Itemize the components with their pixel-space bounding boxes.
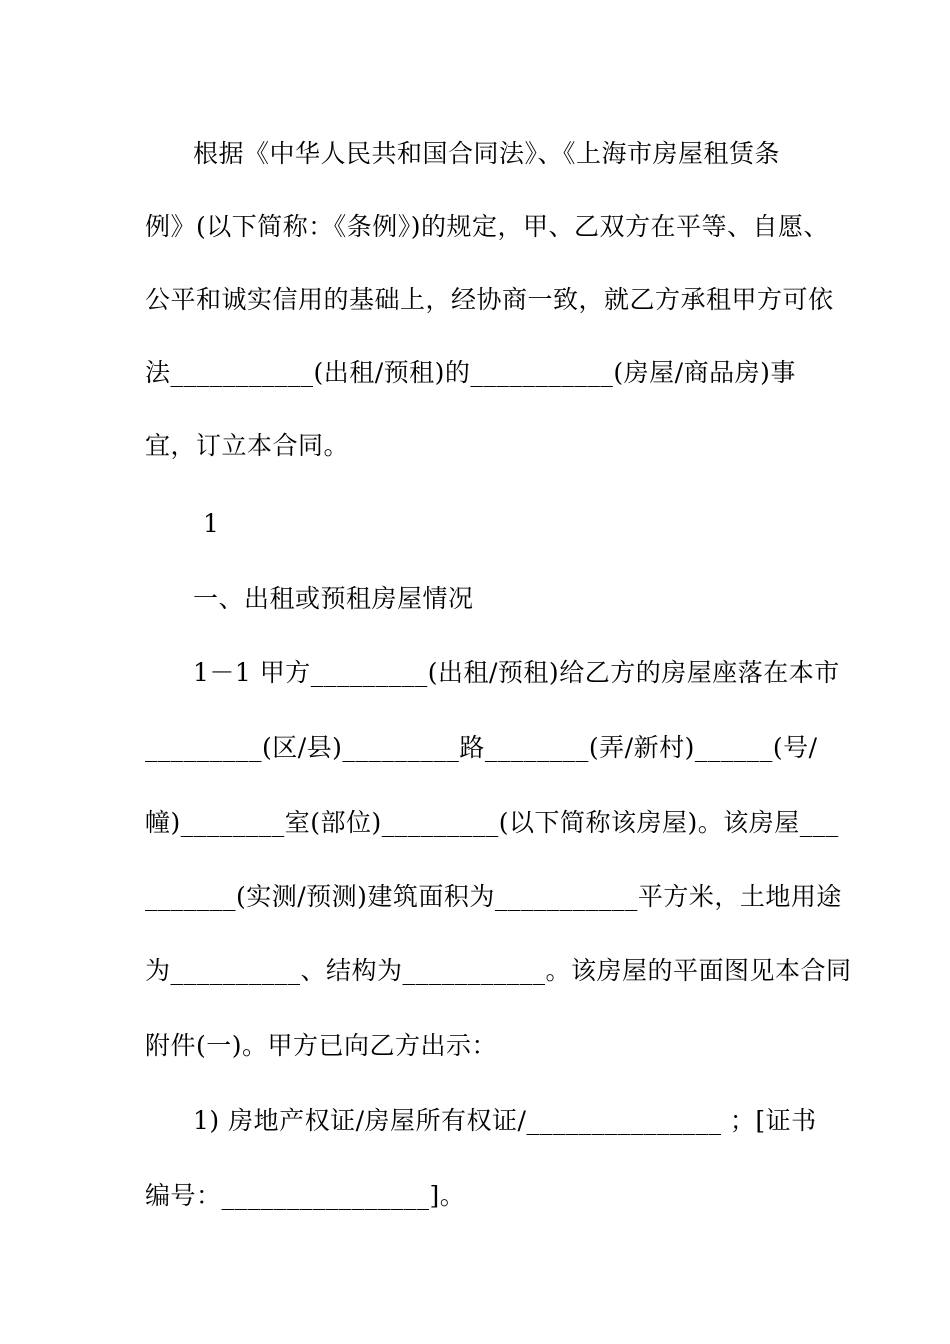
list-item: 1) 房地产权证/房屋所有权证/_______________ ；[证书 [193,1106,817,1135]
paragraph-line: 公平和诚实信用的基础上，经协商一致，就乙方承租甲方可依 [145,285,834,314]
paragraph-line: 为__________、结构为___________。该房屋的平面图见本合同 [145,956,852,985]
paragraph-line: _______(实测/预测)建筑面积为___________平方米，土地用途 [145,882,842,911]
section-number: 1 [203,509,220,538]
paragraph-line: 附件(一)。甲方已向乙方出示： [145,1031,498,1060]
paragraph-line: _________(区/县)_________路________(弄/新村)______(号/ [145,733,818,762]
paragraph-line: 根据《中华人民共和国合同法》、《上海市房屋租赁条 [193,139,781,168]
paragraph-line: 幢)________室(部位)_________(以下简称该房屋)。该房屋___ [145,808,839,837]
paragraph-line: 法___________(出租/预租)的___________(房屋/商品房)事 [145,358,796,387]
paragraph-line: 例》(以下简称：《条例》)的规定，甲、乙双方在平等、自愿、 [145,212,830,241]
section-heading: 一、出租或预租房屋情况 [193,584,474,613]
paragraph-line: 1－1 甲方_________(出租/预租)给乙方的房屋座落在本市 [193,658,840,687]
paragraph-line: 编号：________________]。 [145,1181,466,1210]
paragraph-line: 宜，订立本合同。 [145,431,350,460]
